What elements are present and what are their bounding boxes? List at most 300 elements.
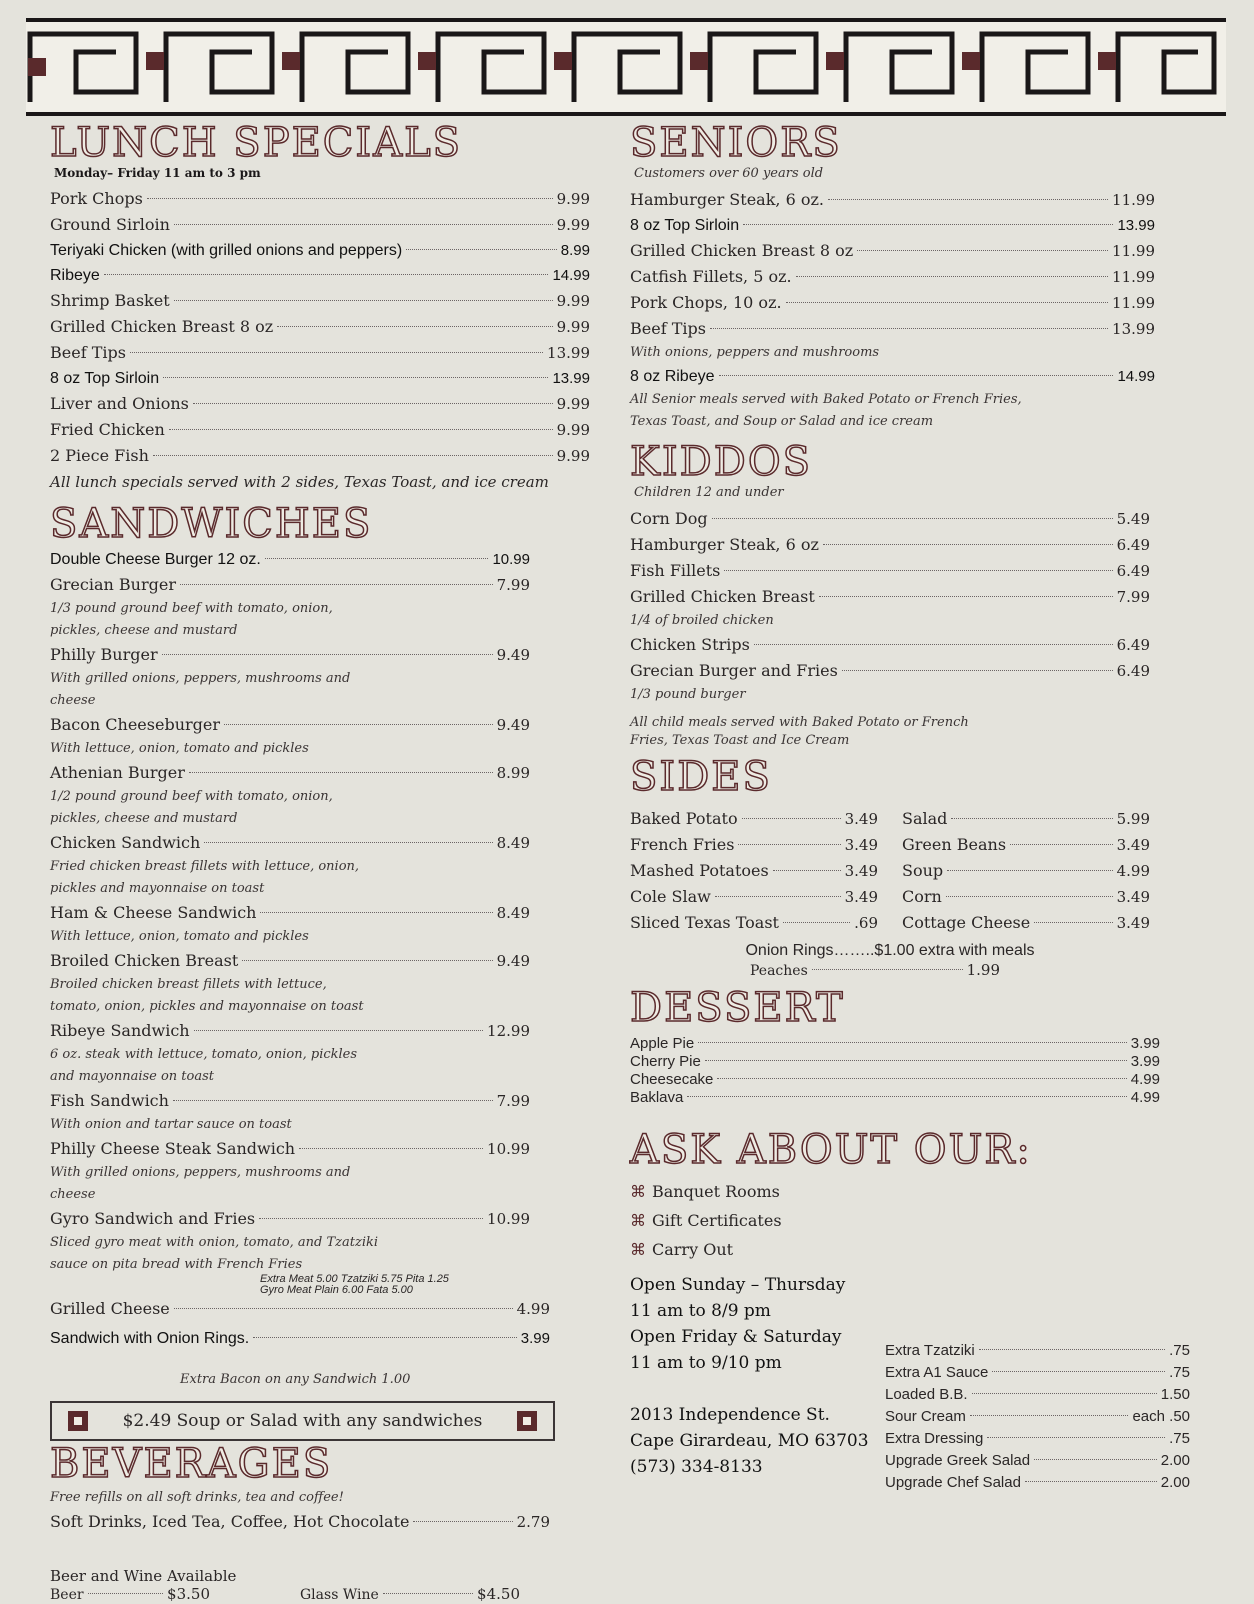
item-price: 13.99 — [547, 344, 590, 362]
dessert-section — [630, 985, 1190, 1107]
menu-item-row — [50, 314, 590, 340]
item-price: 9.99 — [556, 421, 590, 439]
item-description: With onion and tartar sauce on toast — [50, 1117, 292, 1132]
menu-item-row — [630, 187, 1155, 213]
item-price: 7.99 — [1116, 588, 1150, 606]
item-price: 6.49 — [1116, 562, 1150, 580]
dot-leader — [947, 870, 1112, 871]
item-name: Corn — [902, 887, 942, 906]
menu-item-row — [885, 1450, 1190, 1472]
beer-row — [50, 1585, 210, 1604]
sides-section — [630, 754, 1190, 981]
dot-leader — [253, 1337, 517, 1338]
maroon-square-icon — [517, 1411, 537, 1431]
sides-right-list — [902, 806, 1150, 936]
item-price: 10.99 — [487, 1210, 530, 1228]
item-price: 10.99 — [487, 1140, 530, 1158]
item-name: Grecian Burger and Fries — [630, 661, 838, 680]
item-name: Pork Chops — [50, 189, 143, 208]
item-price: 8.49 — [496, 834, 530, 852]
menu-item-row — [902, 910, 1150, 936]
menu-item-row — [50, 263, 590, 288]
command-symbol-icon: ⌘ — [630, 1240, 646, 1259]
beer-wine-available: Beer and Wine Available — [50, 1567, 237, 1585]
menu-item-row — [50, 572, 530, 598]
dot-leader — [153, 455, 553, 456]
dot-leader — [786, 302, 1108, 303]
item-price: 10.99 — [492, 551, 530, 568]
item-description: Sliced gyro meat with onion, tomato, and Tzatziki sauce on pita bread with French Fries — [50, 1235, 379, 1272]
item-name: Baked Potato — [630, 809, 738, 828]
item-price: 13.99 — [552, 370, 590, 387]
item-name: Ham & Cheese Sandwich — [50, 903, 257, 922]
menu-item-row — [902, 884, 1150, 910]
item-price: 9.99 — [556, 292, 590, 310]
item-name: Baklava — [630, 1089, 684, 1106]
menu-item-row — [50, 212, 590, 238]
ask-item-label: Gift Certificates — [652, 1211, 782, 1230]
item-name: 8 oz Top Sirloin — [630, 217, 740, 234]
item-name: Catfish Fillets, 5 oz. — [630, 267, 792, 286]
lunch-note: All lunch specials served with 2 sides, Texas Toast, and ice cream — [50, 473, 549, 491]
dot-leader — [773, 870, 841, 871]
dot-leader — [147, 198, 553, 199]
item-name: Cottage Cheese — [902, 913, 1031, 932]
item-price: 14.99 — [1117, 368, 1155, 385]
item-price: 9.99 — [556, 190, 590, 208]
item-description: With lettuce, onion, tomato and pickles — [50, 929, 309, 944]
item-name: Soft Drinks, Iced Tea, Coffee, Hot Chocolate — [50, 1512, 410, 1531]
dot-leader — [204, 842, 492, 843]
item-name: Bacon Cheeseburger — [50, 715, 220, 734]
dot-leader — [224, 724, 493, 725]
sides-title: SIDES — [630, 754, 772, 800]
menu-item-row — [630, 910, 878, 936]
menu-item-row — [50, 417, 590, 443]
item-price: .69 — [854, 914, 878, 932]
dot-leader — [742, 818, 841, 819]
menu-item-row — [630, 832, 878, 858]
onion-rings-sandwich-row — [50, 1326, 550, 1351]
dot-leader — [406, 249, 557, 250]
dot-leader — [162, 654, 493, 655]
item-name: Ribeye Sandwich — [50, 1021, 190, 1040]
promo-text: $2.49 Soup or Salad with any sandwiches — [122, 1411, 483, 1431]
dot-leader — [1034, 1459, 1157, 1460]
phone-number: (573) 334-8133 — [630, 1457, 763, 1477]
greek-key-border — [26, 18, 1226, 116]
dot-leader — [987, 1437, 1165, 1438]
seniors-note: All Senior meals served with Baked Potato or French Fries, Texas Toast, and Soup or Salad and ice cream — [630, 392, 1022, 429]
dot-leader — [383, 1593, 473, 1594]
menu-item-row — [50, 760, 530, 786]
dot-leader — [169, 429, 553, 430]
item-name: Shrimp Basket — [50, 291, 170, 310]
menu-item-row — [630, 238, 1155, 264]
menu-item-row — [885, 1428, 1190, 1450]
menu-item-row — [630, 1035, 1160, 1053]
dot-leader — [163, 377, 548, 378]
item-name: Extra Dressing — [885, 1430, 984, 1447]
menu-item-row — [630, 858, 878, 884]
item-name: Gyro Sandwich and Fries — [50, 1209, 256, 1228]
item-description: Broiled chicken breast fillets with lettuce, tomato, onion, pickles and mayonnaise on toast — [50, 977, 364, 1014]
item-price: 9.49 — [496, 952, 530, 970]
item-price: 6.49 — [1116, 636, 1150, 654]
item-price: 6.49 — [1116, 662, 1150, 680]
dot-leader — [174, 1308, 513, 1309]
menu-item-row — [630, 290, 1155, 316]
item-name: Fish Fillets — [630, 561, 721, 580]
menu-item-row — [902, 858, 1150, 884]
menu-item-row — [630, 584, 1150, 610]
dot-leader — [743, 224, 1113, 225]
item-price: 9.99 — [556, 395, 590, 413]
item-name: Grecian Burger — [50, 575, 176, 594]
item-price: 4.99 — [516, 1300, 550, 1318]
dot-leader — [88, 1593, 163, 1594]
item-price: 13.99 — [1117, 217, 1155, 234]
item-price: 11.99 — [1112, 268, 1155, 286]
menu-item-row — [630, 884, 878, 910]
dot-leader — [260, 912, 492, 913]
item-price: 11.99 — [1112, 294, 1155, 312]
menu-item-row — [630, 532, 1150, 558]
item-name: Upgrade Chef Salad — [885, 1474, 1021, 1491]
lunch-specials-title: LUNCH SPECIALS — [50, 120, 463, 166]
item-price: 9.49 — [496, 646, 530, 664]
menu-item-row — [630, 364, 1155, 389]
item-name: Grilled Chicken Breast 8 oz — [630, 241, 854, 260]
item-price: .75 — [1169, 1364, 1190, 1381]
menu-item-row — [50, 366, 590, 391]
kiddos-note: All child meals served with Baked Potato or French Fries, Texas Toast and Ice Cream — [630, 715, 969, 748]
sandwich-items-list — [50, 547, 530, 1276]
item-name: Teriyaki Chicken (with grilled onions and peppers) — [50, 242, 403, 259]
dot-leader — [174, 224, 553, 225]
menu-item-row — [630, 213, 1155, 238]
item-price: 9.99 — [556, 447, 590, 465]
item-name: Cole Slaw — [630, 887, 711, 906]
item-name: Apple Pie — [630, 1035, 695, 1052]
menu-item-row — [630, 658, 1150, 684]
item-name: Beef Tips — [50, 343, 126, 362]
item-price: 9.99 — [556, 318, 590, 336]
left-column — [50, 120, 590, 1604]
item-price: 4.99 — [1130, 1071, 1160, 1088]
menu-item-row — [630, 1053, 1160, 1071]
beverages-sub: Free refills on all soft drinks, tea and coffee! — [50, 1490, 344, 1505]
addon-items-list — [885, 1340, 1190, 1494]
item-price: 11.99 — [1112, 191, 1155, 209]
seniors-title: SENIORS — [630, 120, 842, 166]
sides-grid — [630, 806, 1150, 936]
dot-leader — [277, 326, 552, 327]
item-price: 4.99 — [1130, 1089, 1160, 1106]
menu-item-row — [630, 632, 1150, 658]
bottom-info-row — [630, 1272, 1190, 1494]
item-name: Sliced Texas Toast — [630, 913, 779, 932]
dot-leader — [1034, 922, 1112, 923]
beverages-title: BEVERAGES — [50, 1441, 333, 1487]
item-price: 3.49 — [844, 836, 878, 854]
menu-item-row — [50, 340, 590, 366]
gyro-extras — [260, 1274, 590, 1296]
item-price: each .50 — [1132, 1408, 1190, 1425]
dot-leader — [242, 960, 492, 961]
item-name: Mashed Potatoes — [630, 861, 769, 880]
item-name: Soup — [902, 861, 944, 880]
dot-leader — [299, 1148, 483, 1149]
menu-item-row — [630, 316, 1155, 342]
gyro-extras-line-1: Extra Meat 5.00 Tzatziki 5.75 Pita 1.25 — [260, 1273, 449, 1285]
menu-item-row — [630, 1071, 1160, 1089]
item-name: Grilled Chicken Breast — [630, 587, 815, 606]
menu-item-row — [50, 712, 530, 738]
ask-about-item — [630, 1206, 1190, 1235]
item-name: Salad — [902, 809, 948, 828]
item-name: Extra A1 Sauce — [885, 1364, 989, 1381]
menu-item-row — [50, 1018, 530, 1044]
menu-item-row — [885, 1384, 1190, 1406]
menu-item-row — [50, 900, 530, 926]
dot-leader — [992, 1371, 1165, 1372]
lunch-specials-section — [50, 120, 590, 491]
item-name: Liver and Onions — [50, 394, 189, 413]
dot-leader — [710, 328, 1108, 329]
item-price: 7.99 — [496, 1092, 530, 1110]
menu-item-row — [50, 288, 590, 314]
hours-line-2: 11 am to 8/9 pm — [630, 1301, 771, 1321]
item-price: 9.49 — [496, 716, 530, 734]
menu-item-row — [50, 238, 590, 263]
kiddos-sub: Children 12 and under — [634, 485, 784, 500]
dot-leader — [719, 375, 1114, 376]
item-name: Grilled Cheese — [50, 1299, 170, 1318]
item-name: Athenian Burger — [50, 763, 185, 782]
beverages-section — [50, 1441, 590, 1604]
menu-item-row — [902, 806, 1150, 832]
dot-leader — [951, 818, 1112, 819]
dot-leader — [173, 1100, 493, 1101]
menu-item-row — [902, 832, 1150, 858]
item-description: With grilled onions, peppers, mushrooms and cheese — [50, 1165, 351, 1202]
menu-item-row — [50, 642, 530, 668]
item-price: 12.99 — [487, 1022, 530, 1040]
menu-item-row — [50, 1206, 530, 1232]
soft-drinks-row — [50, 1509, 550, 1535]
dot-leader — [413, 1521, 512, 1522]
item-price: 3.99 — [1130, 1053, 1160, 1070]
item-name: Hamburger Steak, 6 oz. — [630, 190, 824, 209]
item-price: 8.99 — [496, 764, 530, 782]
ask-about-item — [630, 1177, 1190, 1206]
item-name: Extra Tzatziki — [885, 1342, 975, 1359]
menu-item-row — [50, 1136, 530, 1162]
dot-leader — [104, 274, 549, 275]
item-name: Green Beans — [902, 835, 1007, 854]
item-price: 3.49 — [844, 862, 878, 880]
item-name: Chicken Strips — [630, 635, 750, 654]
grilled-cheese-row — [50, 1296, 550, 1322]
dot-leader — [705, 1060, 1127, 1061]
item-description: With grilled onions, peppers, mushrooms and cheese — [50, 671, 351, 708]
sandwiches-title: SANDWICHES — [50, 501, 373, 547]
dot-leader — [828, 199, 1108, 200]
store-info — [630, 1272, 869, 1494]
ask-about-title: ASK ABOUT OUR: — [630, 1127, 1032, 1173]
dessert-items-list — [630, 1035, 1160, 1107]
item-price: 3.49 — [1116, 914, 1150, 932]
dot-leader — [946, 896, 1113, 897]
address-line-1: 2013 Independence St. — [630, 1405, 830, 1425]
dot-leader — [265, 558, 489, 559]
item-name: Double Cheese Burger 12 oz. — [50, 551, 261, 568]
item-price: 2.00 — [1160, 1474, 1190, 1491]
menu-item-row — [885, 1362, 1190, 1384]
item-name: Hamburger Steak, 6 oz — [630, 535, 819, 554]
item-price: 14.99 — [552, 267, 590, 284]
lunch-hours: Monday– Friday 11 am to 3 pm — [54, 166, 261, 180]
item-price: 7.99 — [496, 576, 530, 594]
dot-leader — [738, 844, 840, 845]
address-line-2: Cape Girardeau, MO 63703 — [630, 1431, 869, 1451]
kiddos-section — [630, 439, 1190, 750]
item-price: 6.49 — [1116, 536, 1150, 554]
dot-leader — [972, 1393, 1157, 1394]
dot-leader — [812, 969, 963, 970]
menu-item-row — [630, 1089, 1160, 1107]
menu-item-row — [630, 806, 878, 832]
item-price: 2.79 — [516, 1513, 550, 1531]
dessert-title: DESSERT — [630, 985, 845, 1031]
item-price: $4.50 — [477, 1585, 520, 1603]
dot-leader — [715, 896, 841, 897]
dot-leader — [754, 644, 1113, 645]
item-price: 3.99 — [1130, 1035, 1160, 1052]
item-name: Beef Tips — [630, 319, 706, 338]
item-description: 1/3 pound burger — [630, 687, 746, 702]
seniors-sub: Customers over 60 years old — [634, 166, 824, 181]
right-column — [630, 120, 1190, 1494]
dot-leader — [724, 570, 1112, 571]
lunch-items-list — [50, 186, 590, 469]
item-price: 11.99 — [1112, 242, 1155, 260]
menu-item-row — [50, 443, 590, 469]
menu-item-row — [885, 1406, 1190, 1428]
dot-leader — [783, 922, 850, 923]
menu-item-row — [50, 547, 530, 572]
menu-item-row — [50, 948, 530, 974]
item-price: $3.50 — [167, 1585, 210, 1603]
item-name: Loaded B.B. — [885, 1386, 968, 1403]
item-price: 3.49 — [1116, 888, 1150, 906]
item-price: 1.99 — [966, 961, 1000, 979]
dot-leader — [717, 1078, 1126, 1079]
senior-items-list — [630, 187, 1155, 389]
gyro-extras-line-2: Gyro Meat Plain 6.00 Fata 5.00 — [260, 1284, 413, 1296]
item-price: 3.49 — [1116, 836, 1150, 854]
item-price: .75 — [1169, 1430, 1190, 1447]
menu-item-row — [630, 558, 1150, 584]
dot-leader — [193, 403, 553, 404]
sandwiches-section — [50, 501, 590, 1441]
item-name: 8 oz Ribeye — [630, 368, 715, 385]
item-description: 1/4 of broiled chicken — [630, 613, 774, 628]
item-price: 1.50 — [1160, 1386, 1190, 1403]
menu-item-row — [50, 1088, 530, 1114]
item-price: 4.99 — [1116, 862, 1150, 880]
wine-row — [300, 1585, 520, 1604]
hours-line-4: 11 am to 9/10 pm — [630, 1353, 782, 1373]
item-name: Sour Cream — [885, 1408, 966, 1425]
item-price: 3.49 — [844, 810, 878, 828]
dot-leader — [130, 352, 543, 353]
dot-leader — [823, 544, 1113, 545]
onion-rings-line: Onion Rings……..$1.00 extra with meals — [745, 942, 1035, 959]
menu-item-row — [50, 391, 590, 417]
item-name: Fried Chicken — [50, 420, 165, 439]
item-price: 13.99 — [1112, 320, 1155, 338]
kiddos-title: KIDDOS — [630, 439, 813, 485]
dot-leader — [698, 1042, 1127, 1043]
dot-leader — [857, 250, 1108, 251]
item-name: Glass Wine — [300, 1587, 379, 1603]
item-price: 5.99 — [1116, 810, 1150, 828]
item-price: 2.00 — [1160, 1452, 1190, 1469]
item-name: Philly Burger — [50, 645, 158, 664]
command-symbol-icon: ⌘ — [630, 1182, 646, 1201]
dot-leader — [796, 276, 1108, 277]
item-name: Cherry Pie — [630, 1053, 701, 1070]
ask-items-list — [630, 1177, 1190, 1264]
ask-item-label: Carry Out — [652, 1240, 734, 1259]
item-name: Fish Sandwich — [50, 1091, 169, 1110]
item-price: 8.49 — [496, 904, 530, 922]
item-name: French Fries — [630, 835, 735, 854]
ask-about-section — [630, 1127, 1190, 1264]
item-name: Ground Sirloin — [50, 215, 170, 234]
dot-leader — [712, 518, 1113, 519]
item-price: 5.49 — [1116, 510, 1150, 528]
item-price: .75 — [1169, 1342, 1190, 1359]
item-name: Philly Cheese Steak Sandwich — [50, 1139, 296, 1158]
dot-leader — [174, 300, 553, 301]
kid-items-list — [630, 506, 1150, 706]
menu-item-row — [630, 264, 1155, 290]
hours-line-3: Open Friday & Saturday — [630, 1327, 842, 1347]
ask-about-item — [630, 1235, 1190, 1264]
hours-line-1: Open Sunday – Thursday — [630, 1275, 846, 1295]
dot-leader — [1025, 1481, 1157, 1482]
item-price: 3.49 — [844, 888, 878, 906]
maroon-square-icon — [68, 1411, 88, 1431]
item-description: Fried chicken breast fillets with lettuce, onion, pickles and mayonnaise on toast — [50, 859, 360, 896]
dot-leader — [180, 584, 493, 585]
menu-item-row — [885, 1472, 1190, 1494]
soup-salad-promo-box — [50, 1401, 555, 1441]
item-name: Beer — [50, 1587, 84, 1603]
sides-left-list — [630, 806, 878, 936]
item-description: With lettuce, onion, tomato and pickles — [50, 741, 309, 756]
item-name: Corn Dog — [630, 509, 708, 528]
item-name: 2 Piece Fish — [50, 446, 149, 465]
extra-bacon-note: Extra Bacon on any Sandwich 1.00 — [180, 1372, 411, 1387]
item-name: 8 oz Top Sirloin — [50, 370, 160, 387]
dot-leader — [842, 670, 1113, 671]
item-price: 3.99 — [520, 1330, 550, 1347]
greek-key-pattern — [26, 22, 1218, 112]
